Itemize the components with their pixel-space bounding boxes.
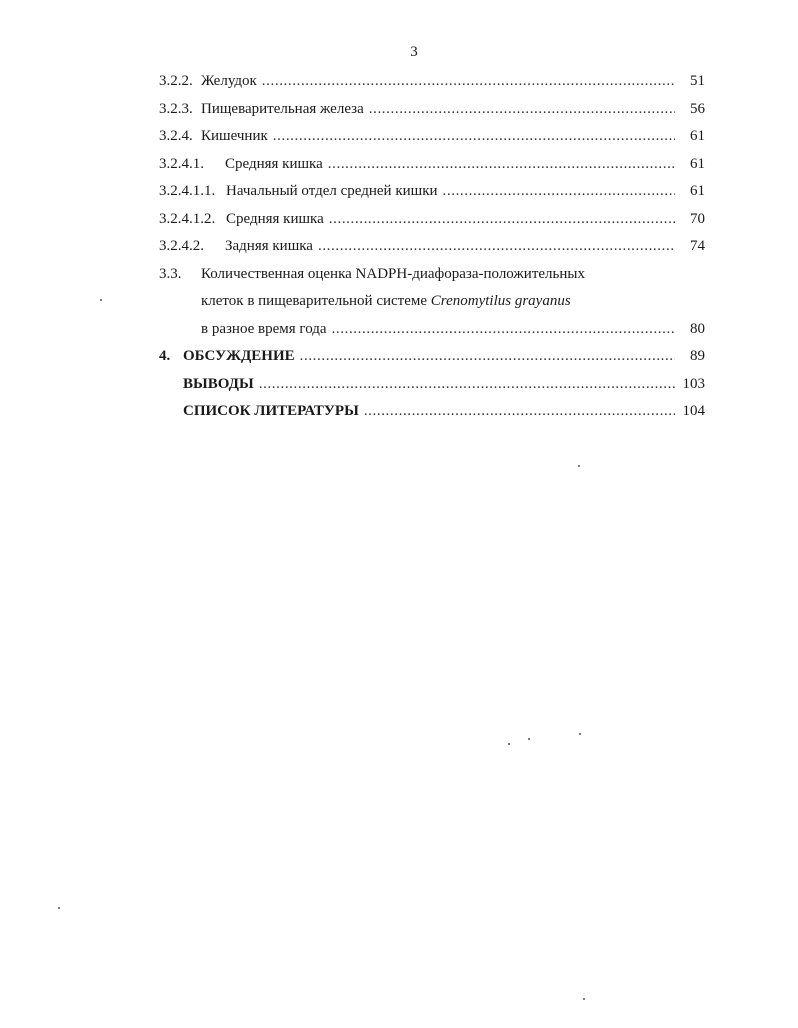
toc-entry-number: 3.2.4.1.2.	[159, 210, 216, 227]
table-of-contents	[159, 68, 705, 426]
toc-entry-number: 3.2.3.	[159, 100, 193, 117]
scan-speck	[100, 299, 102, 301]
toc-entry-conclusions	[159, 371, 705, 399]
toc-entry-title: ОБСУЖДЕНИЕ	[183, 348, 295, 364]
scan-speck	[579, 733, 581, 735]
toc-entry-title: Средняя кишка	[226, 210, 324, 227]
dot-leader	[364, 398, 675, 426]
toc-entry-3-2-3	[159, 96, 705, 124]
toc-entry-3-2-4	[159, 123, 705, 151]
toc-entry-page: 104	[682, 403, 705, 419]
toc-entry-title: Средняя кишка	[225, 155, 323, 172]
toc-entry-page: 51	[690, 73, 705, 89]
dot-leader	[318, 233, 675, 261]
toc-entry-title: Начальный отдел средней кишки	[226, 183, 438, 199]
toc-entry-number: 3.2.4.2.	[159, 238, 204, 254]
toc-entry-page: 89	[690, 348, 705, 364]
toc-entry-page: 80	[690, 320, 705, 337]
dot-leader	[273, 123, 675, 151]
toc-entry-page: 70	[690, 210, 705, 227]
scan-speck	[508, 743, 510, 745]
toc-entry-title: Желудок	[201, 73, 257, 89]
toc-entry-3-2-2	[159, 68, 705, 96]
scan-speck	[58, 907, 60, 909]
toc-entry-number: 3.2.4.1.1.	[159, 183, 216, 199]
toc-entry-title-line3: в разное время года	[201, 320, 327, 337]
species-name: Crenomytilus grayanus	[430, 293, 571, 309]
dot-leader	[332, 316, 675, 344]
dot-leader	[262, 68, 675, 96]
toc-entry-page: 61	[690, 183, 705, 199]
toc-entry-page: 61	[690, 128, 705, 144]
toc-entry-references	[159, 398, 705, 426]
toc-entry-3-2-4-1-2	[159, 206, 705, 234]
toc-entry-page: 56	[690, 100, 705, 117]
scan-speck	[583, 998, 585, 1000]
toc-entry-title-line2: клеток в пищеварительной системе	[201, 293, 431, 309]
dot-leader	[259, 371, 675, 399]
toc-entry-page: 74	[690, 238, 705, 254]
toc-entry-3-2-4-1-1	[159, 178, 705, 206]
toc-entry-number: 4.	[159, 348, 171, 364]
dot-leader	[369, 96, 675, 124]
toc-entry-title: Задняя кишка	[225, 238, 313, 254]
toc-entry-page: 61	[690, 155, 705, 172]
toc-entry-title-line1: Количественная оценка NADPH-диафораза-положительных	[201, 265, 585, 282]
dot-leader	[329, 206, 675, 234]
toc-entry-number: 3.2.4.	[159, 128, 193, 144]
scan-speck	[578, 465, 580, 467]
toc-entry-title: ВЫВОДЫ	[183, 375, 254, 392]
toc-entry-3-2-4-2	[159, 233, 705, 261]
toc-entry-3-3	[159, 261, 705, 344]
toc-entry-3-2-4-1	[159, 151, 705, 179]
toc-entry-number: 3.2.4.1.	[159, 155, 204, 172]
dot-leader	[443, 178, 675, 206]
scan-speck	[528, 738, 530, 740]
page-number: 3	[410, 44, 418, 60]
toc-entry-page: 103	[682, 375, 705, 392]
toc-entry-discussion	[159, 343, 705, 371]
toc-entry-title: Кишечник	[201, 128, 268, 144]
toc-entry-title: Пищеварительная железа	[201, 100, 364, 117]
toc-entry-title: СПИСОК ЛИТЕРАТУРЫ	[183, 403, 359, 419]
dot-leader	[328, 151, 675, 179]
toc-entry-number: 3.2.2.	[159, 73, 193, 89]
dot-leader	[300, 343, 675, 371]
toc-entry-number: 3.3.	[159, 265, 182, 282]
